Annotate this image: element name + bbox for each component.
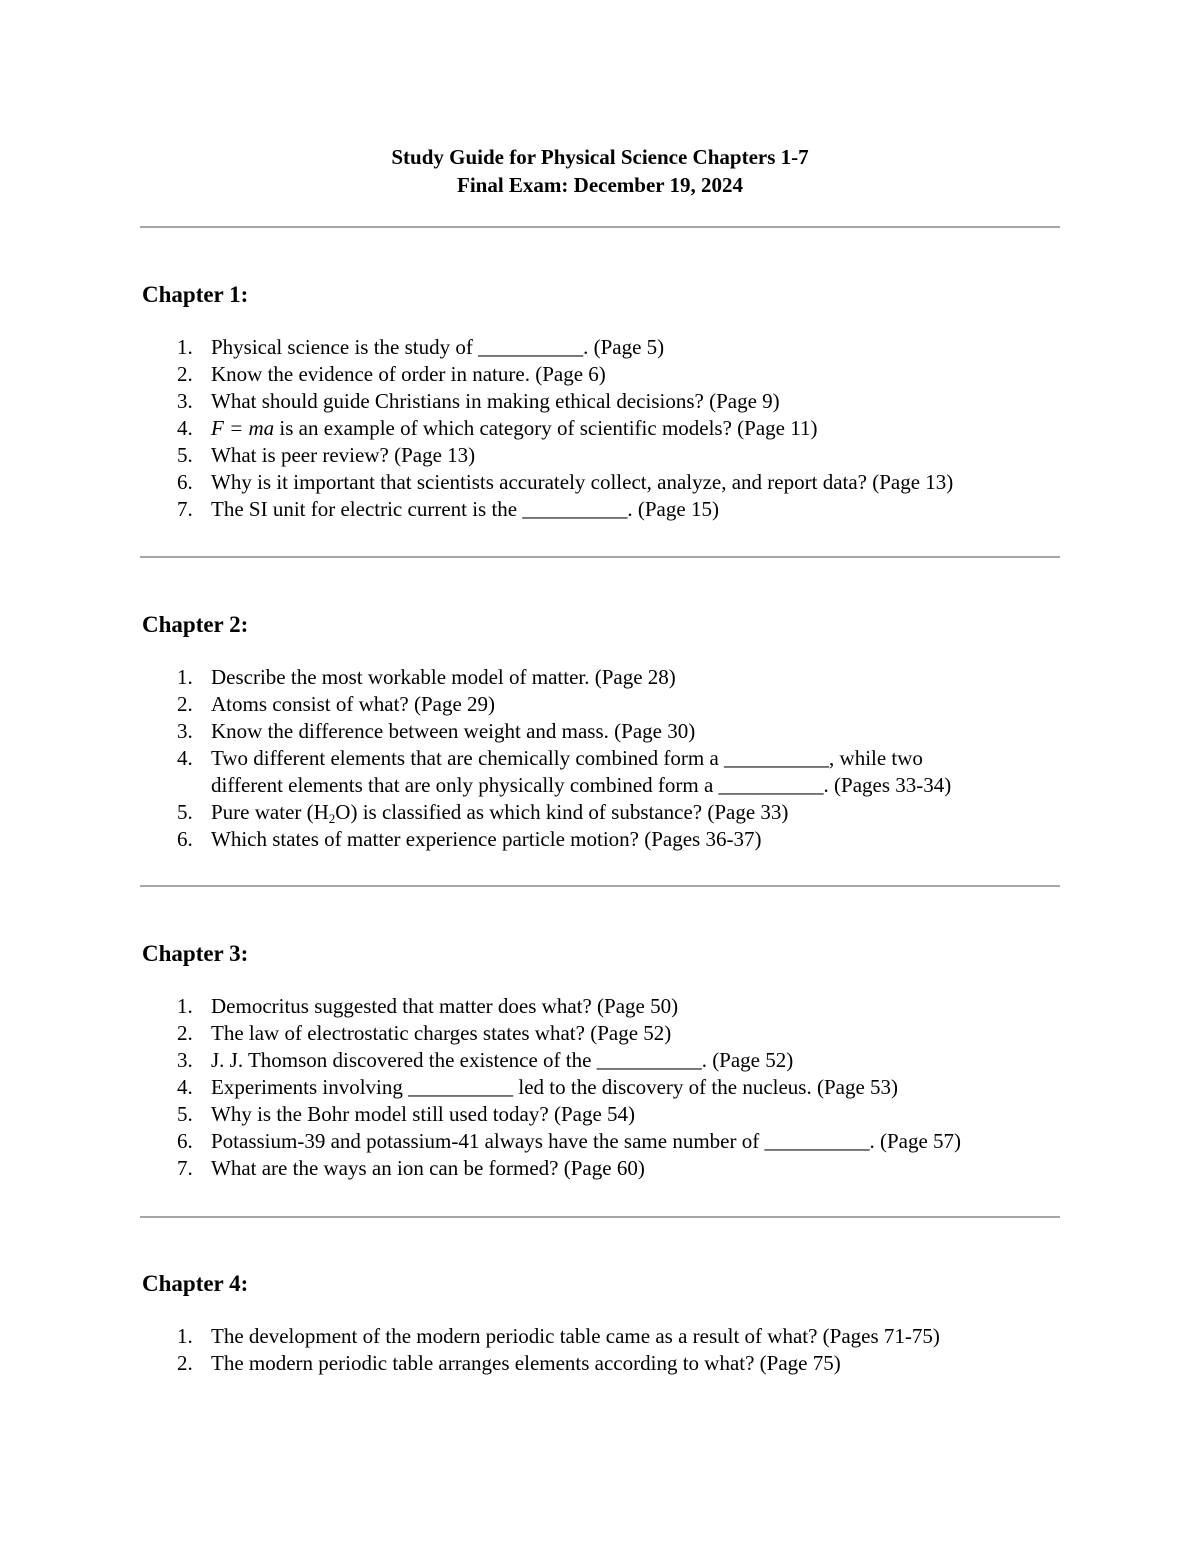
list-item (142, 361, 1102, 388)
item-number: 3. (177, 1048, 193, 1072)
list-item (142, 1323, 1102, 1350)
list-item (142, 799, 1102, 826)
chapter-4-section (142, 1269, 1102, 1377)
chapter-1-questions (142, 334, 1102, 523)
item-number: 5. (177, 1102, 193, 1126)
question-text: Why is the Bohr model still used today? (Page 54) (211, 1102, 636, 1126)
item-number: 3. (177, 389, 193, 413)
question-text: is an example of which category of scientific models? (Page 11) (274, 416, 818, 440)
item-number: 6. (177, 470, 193, 494)
list-item (142, 718, 1102, 745)
item-number: 2. (177, 1021, 193, 1045)
list-item (142, 1047, 1102, 1074)
chapter-2-title: Chapter 2: (142, 612, 249, 637)
item-number: 7. (177, 1156, 193, 1180)
question-text: Experiments involving __________ led to the discovery of the nucleus. (Page 53) (211, 1075, 899, 1099)
question-text: Why is it important that scientists accurately collect, analyze, and report data? (Page 13) (211, 470, 954, 494)
chapter-3-section (142, 939, 1102, 1182)
question-text: What are the ways an ion can be formed? (Page 60) (211, 1156, 645, 1180)
question-text: Know the difference between weight and mass. (Page 30) (211, 719, 696, 743)
item-number: 4. (177, 746, 193, 770)
list-item (142, 664, 1102, 691)
question-text: Describe the most workable model of matter. (Page 28) (211, 665, 676, 689)
list-item (142, 1074, 1102, 1101)
question-text: The modern periodic table arranges elements according to what? (Page 75) (211, 1351, 841, 1375)
chapter-1-section (142, 280, 1102, 523)
document-header (0, 143, 1200, 199)
item-number: 5. (177, 443, 193, 467)
chapter-1-title: Chapter 1: (142, 282, 249, 307)
list-item (142, 1101, 1102, 1128)
item-number: 4. (177, 1075, 193, 1099)
chapter-3-questions (142, 993, 1102, 1182)
question-text: Democritus suggested that matter does what? (Page 50) (211, 994, 679, 1018)
list-item (142, 1155, 1102, 1182)
question-text-post: O) is classified as which kind of substance? (Page 33) (335, 800, 789, 824)
chapter-2-questions (142, 664, 1102, 853)
item-number: 1. (177, 1324, 193, 1348)
list-item (142, 496, 1102, 523)
item-number: 5. (177, 800, 193, 824)
item-number: 1. (177, 994, 193, 1018)
question-text: Know the evidence of order in nature. (Page 6) (211, 362, 606, 386)
question-text: Which states of matter experience particle motion? (Pages 36-37) (211, 827, 762, 851)
list-item (142, 691, 1102, 718)
list-item (142, 1128, 1102, 1155)
question-text: Physical science is the study of __________. (Page 5) (211, 335, 665, 359)
list-item (142, 1350, 1102, 1377)
item-number: 2. (177, 1351, 193, 1375)
question-text-pre: Pure water (H (211, 800, 329, 824)
question-text: The law of electrostatic charges states what? (Page 52) (211, 1021, 672, 1045)
list-item (142, 442, 1102, 469)
chapter-4-questions (142, 1323, 1102, 1377)
item-number: 2. (177, 692, 193, 716)
item-number: 3. (177, 719, 193, 743)
chapter-2-section (142, 610, 1102, 853)
chapter-4-title: Chapter 4: (142, 1271, 249, 1296)
question-text: What should guide Christians in making ethical decisions? (Page 9) (211, 389, 780, 413)
section-divider (140, 885, 1060, 887)
item-number: 4. (177, 416, 193, 440)
list-item (142, 826, 1102, 853)
item-number: 6. (177, 827, 193, 851)
list-item (142, 993, 1102, 1020)
question-text-line-2: different elements that are only physically combined form a __________. (Pages 33-34) (211, 773, 952, 797)
chapter-3-title: Chapter 3: (142, 941, 249, 966)
question-text: J. J. Thomson discovered the existence of the __________. (Page 52) (211, 1048, 794, 1072)
item-number: 7. (177, 497, 193, 521)
item-number: 2. (177, 362, 193, 386)
item-number: 1. (177, 665, 193, 689)
list-item (142, 745, 1102, 799)
list-item (142, 469, 1102, 496)
question-text: The development of the modern periodic table came as a result of what? (Pages 71-75) (211, 1324, 940, 1348)
item-number: 1. (177, 335, 193, 359)
list-item (142, 388, 1102, 415)
section-divider (140, 226, 1060, 228)
section-divider (140, 1216, 1060, 1218)
section-divider (140, 556, 1060, 558)
formula-text: F = ma (211, 416, 275, 440)
exam-date: Final Exam: December 19, 2024 (457, 173, 743, 197)
subscript: 2 (328, 811, 336, 826)
question-text-line-1: Two different elements that are chemically combined form a __________, while two (211, 746, 923, 770)
question-text: Atoms consist of what? (Page 29) (211, 692, 496, 716)
question-text: Potassium-39 and potassium-41 always have the same number of __________. (Page 57) (211, 1129, 962, 1153)
question-text: The SI unit for electric current is the __________. (Page 15) (211, 497, 719, 521)
list-item (142, 334, 1102, 361)
item-number: 6. (177, 1129, 193, 1153)
question-text: What is peer review? (Page 13) (211, 443, 476, 467)
list-item (142, 1020, 1102, 1047)
list-item (142, 415, 1102, 442)
document-title: Study Guide for Physical Science Chapters 1-7 (391, 145, 809, 169)
